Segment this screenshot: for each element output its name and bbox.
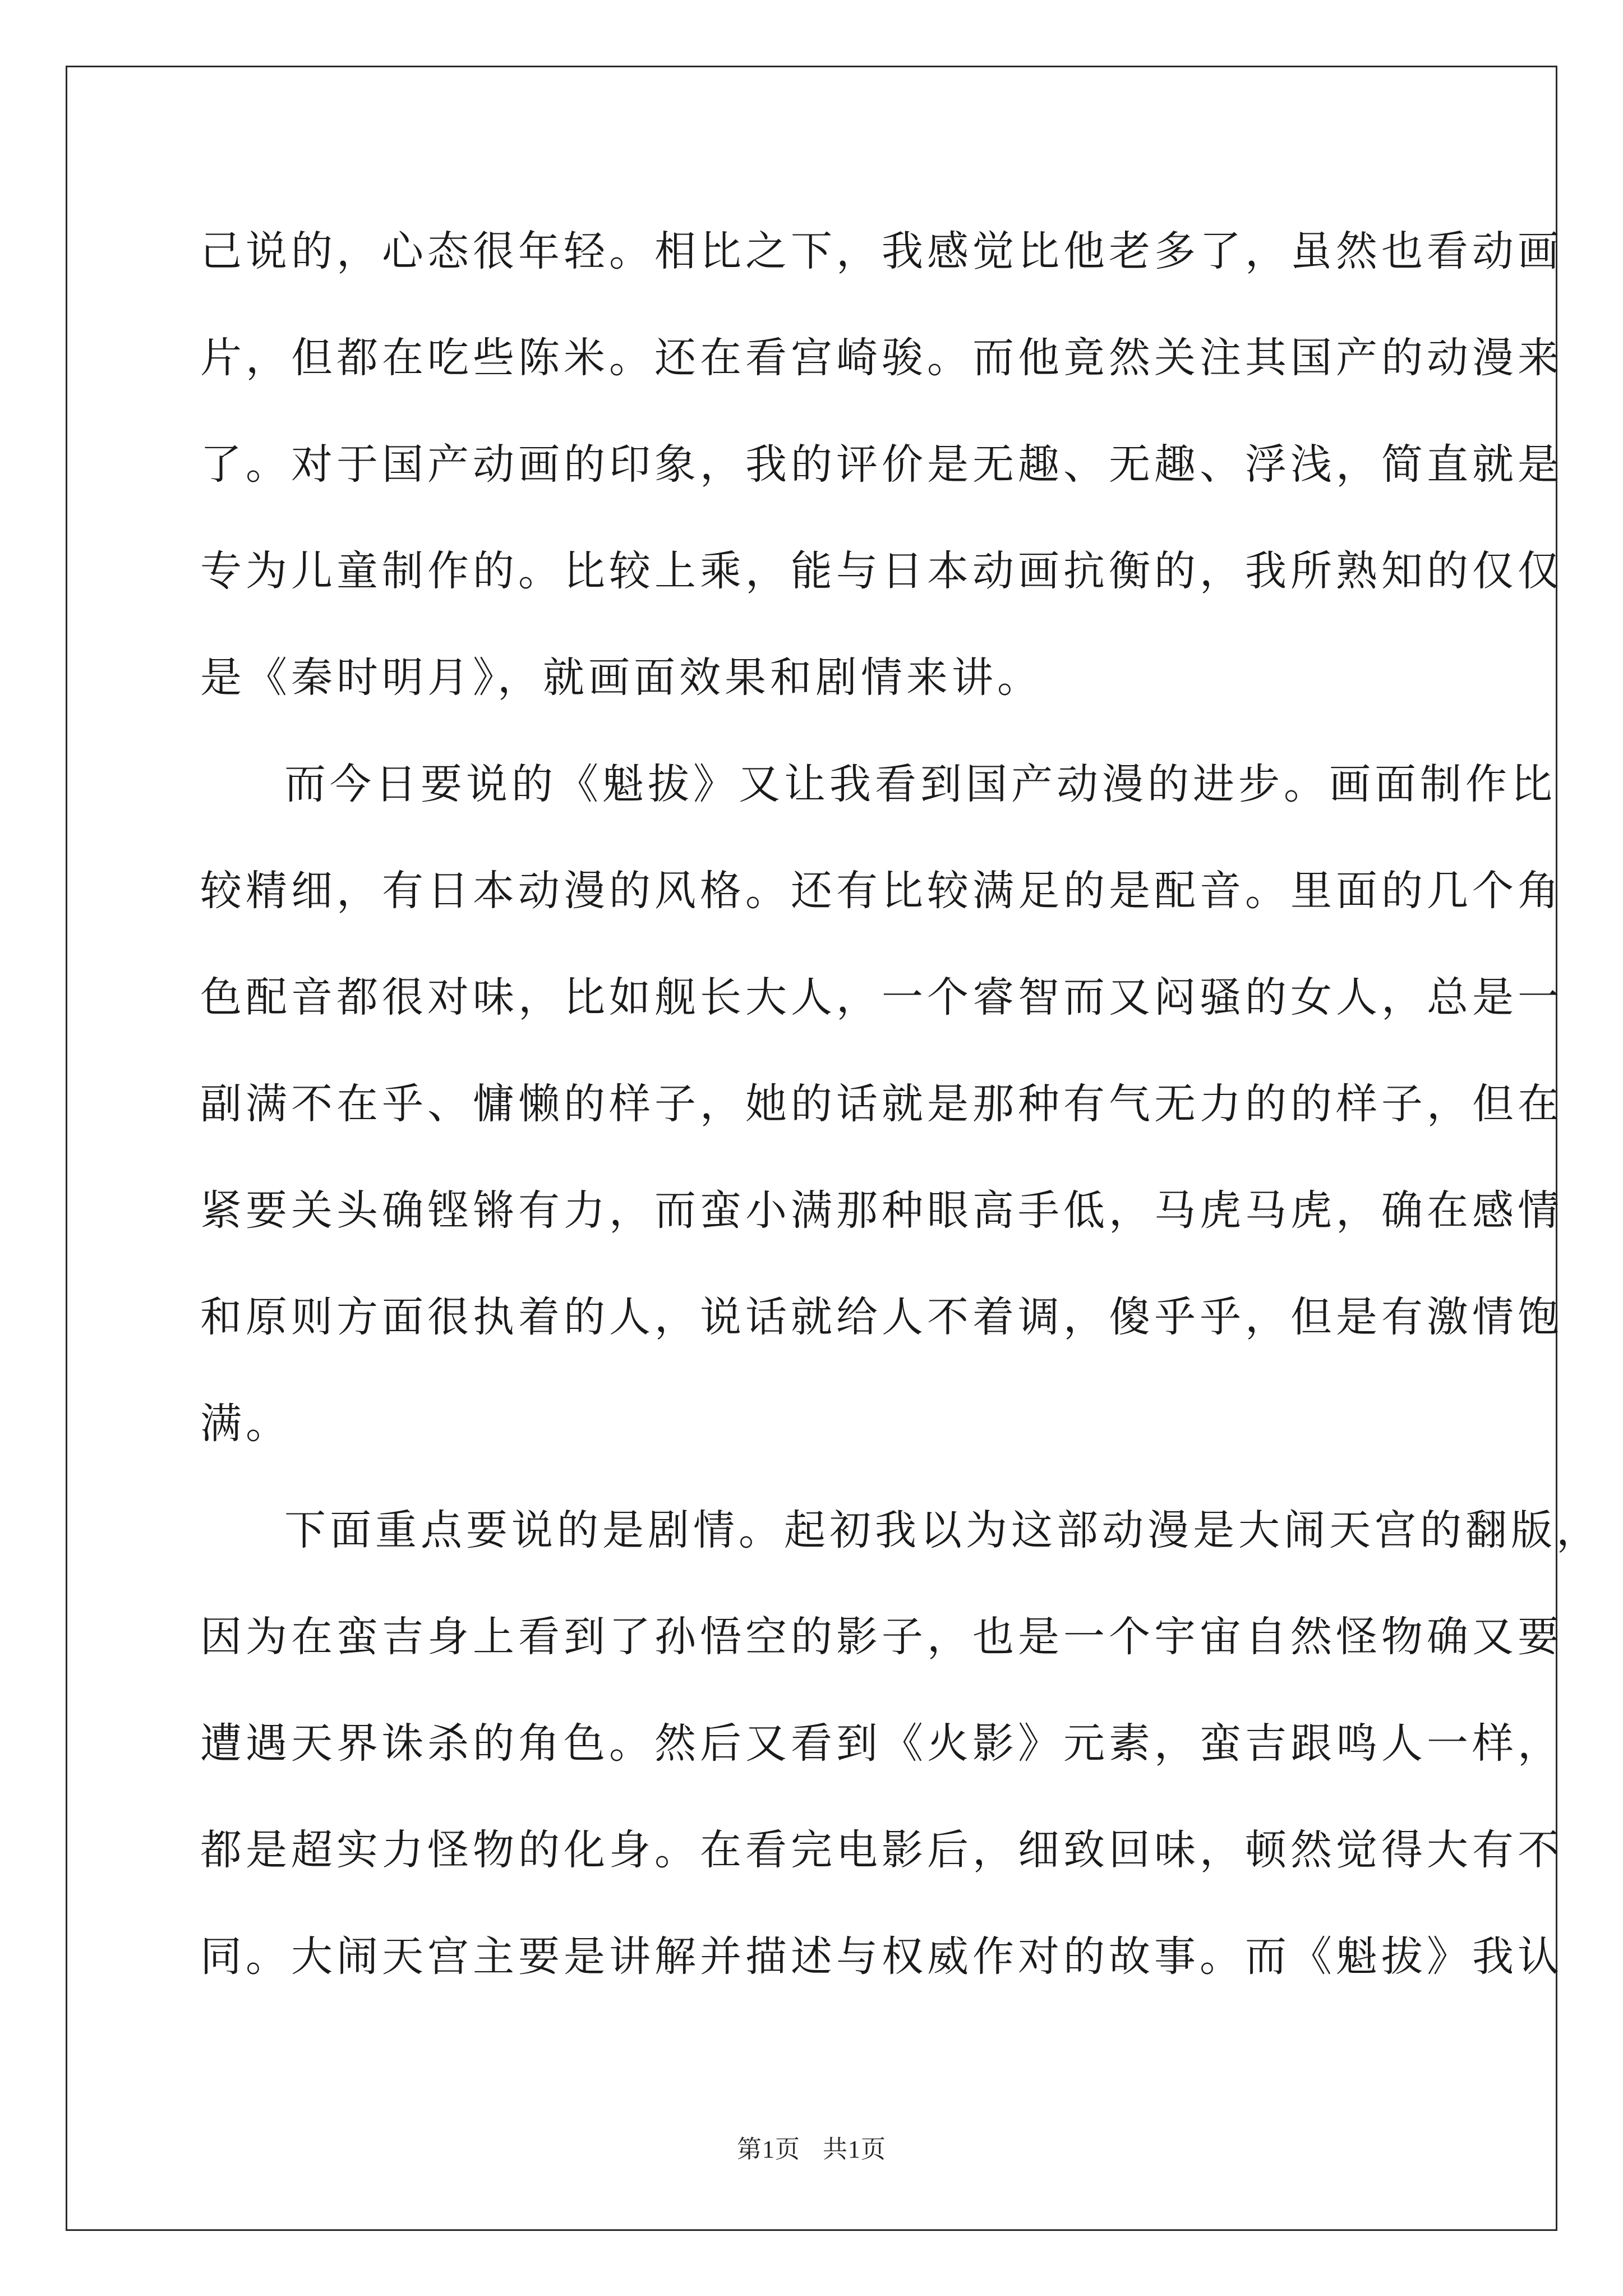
text-line: 较精细，有日本动漫的风格。还有比较满足的是配音。里面的几个角 — [200, 867, 1563, 915]
text-line: 己说的，心态很年轻。相比之下，我感觉比他老多了，虽然也看动画 — [200, 227, 1563, 275]
text-line: 同。大闹天宫主要是讲解并描述与权威作对的故事。而《魁拔》我认 — [200, 1932, 1563, 1981]
text-line: 片，但都在吃些陈米。还在看宫崎骏。而他竟然关注其国产的动漫来 — [200, 334, 1563, 382]
text-line: 副满不在乎、慵懒的样子，她的话就是那种有气无力的的样子，但在 — [200, 1080, 1563, 1128]
text-line: 都是超实力怪物的化身。在看完电影后，细致回味，顿然觉得大有不 — [200, 1826, 1563, 1874]
text-line: 和原则方面很执着的人，说话就给人不着调，傻乎乎，但是有激情饱 — [200, 1293, 1563, 1341]
text-line: 因为在蛮吉身上看到了孙悟空的影子，也是一个宇宙自然怪物确又要 — [200, 1613, 1563, 1661]
paragraph-1 — [200, 212, 1563, 745]
text-line: 而今日要说的《魁拔》又让我看到国产动漫的进步。画面制作比 — [284, 760, 1556, 808]
text-line: 专为儿童制作的。比较上乘，能与日本动画抗衡的，我所熟知的仅仅 — [200, 547, 1563, 595]
text-line: 满。 — [200, 1400, 291, 1448]
text-line: 是《秦时明月》，就画面效果和剧情来讲。 — [200, 654, 1043, 702]
page-total: 共1页 — [823, 2136, 886, 2163]
text-line: 色配音都很对味，比如舰长大人，一个睿智而又闷骚的女人，总是一 — [200, 973, 1563, 1022]
page-number: 第1页 — [737, 2136, 800, 2163]
document-body — [200, 212, 1602, 2024]
paragraph-2 — [200, 745, 1563, 1491]
text-line: 遭遇天界诛杀的角色。然后又看到《火影》元素，蛮吉跟鸣人一样， — [200, 1719, 1563, 1768]
text-line: 下面重点要说的是剧情。起初我以为这部动漫是大闹天宫的翻版， — [284, 1506, 1602, 1554]
text-line: 了。对于国产动画的印象，我的评价是无趣、无趣、浮浅，简直就是 — [200, 440, 1563, 489]
paragraph-3 — [200, 1491, 1602, 2024]
text-line: 紧要关头确铿锵有力，而蛮小满那种眼高手低，马虎马虎，确在感情 — [200, 1186, 1563, 1235]
page-footer — [0, 2129, 1623, 2165]
